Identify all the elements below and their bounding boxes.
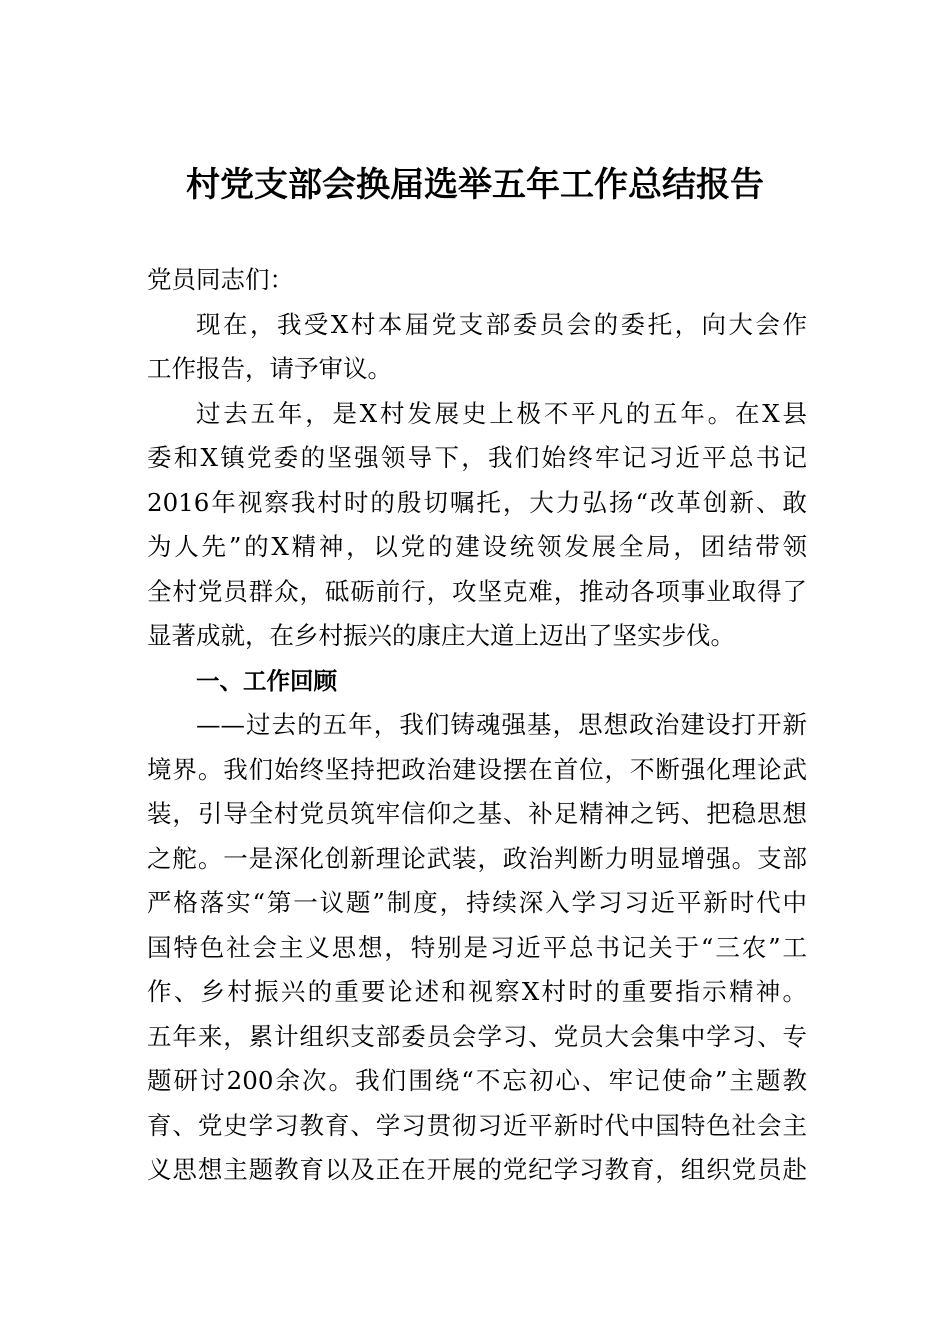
paragraph-line: 工作报告，请予审议。 <box>147 354 392 383</box>
paragraph-line: 委和X镇党委的坚强领导下，我们始终牢记习近平总书记 <box>147 443 807 472</box>
section-heading: 一、工作回顾 <box>196 666 337 695</box>
paragraph-line: 为人先”的X精神，以党的建设统领发展全局，团结带领 <box>147 532 807 561</box>
document-title: 村党支部会换届选举五年工作总结报告 <box>186 165 764 205</box>
paragraph-line: 境界。我们始终坚持把政治建设摆在首位，不断强化理论武 <box>147 754 807 784</box>
paragraph-line: 育、党史学习教育、学习贯彻习近平新时代中国特色社会主 <box>147 1110 807 1140</box>
document-body <box>147 258 807 1193</box>
paragraph-line: 题研讨200余次。我们围绕“不忘初心、牢记使命”主题教 <box>147 1066 807 1095</box>
paragraph-line: 五年来，累计组织支部委员会学习、党员大会集中学习、专 <box>147 1021 807 1051</box>
paragraph-line: 现在，我受X村本届党支部委员会的委托，向大会作 <box>196 309 807 339</box>
paragraph-line: 全村党员群众，砥砺前行，攻坚克难，推动各项事业取得了 <box>147 576 807 606</box>
paragraph-line: 装，引导全村党员筑牢信仰之基、补足精神之钙、把稳思想 <box>147 799 807 828</box>
paragraph-line: ——过去的五年，我们铸魂强基，思想政治建设打开新 <box>196 710 807 739</box>
paragraph-line: 义思想主题教育以及正在开展的党纪学习教育，组织党员赴 <box>147 1155 807 1184</box>
paragraph-line: 国特色社会主义思想，特别是习近平总书记关于“三农”工 <box>147 932 807 962</box>
paragraph-line: 显著成就，在乡村振兴的康庄大道上迈出了坚实步伐。 <box>147 621 735 650</box>
paragraph-line: 作、乡村振兴的重要论述和视察X村时的重要指示精神。 <box>147 977 807 1006</box>
paragraph-line: 过去五年，是X村发展史上极不平凡的五年。在X县 <box>196 398 807 428</box>
paragraph-line: 之舵。一是深化创新理论武装，政治判断力明显增强。支部 <box>147 843 807 873</box>
salutation-line: 党员同志们： <box>147 265 294 294</box>
paragraph-line: 严格落实“第一议题”制度，持续深入学习习近平新时代中 <box>147 888 807 917</box>
paragraph-line: 2016年视察我村时的殷切嘱托，大力弘扬“改革创新、敢 <box>147 487 807 517</box>
